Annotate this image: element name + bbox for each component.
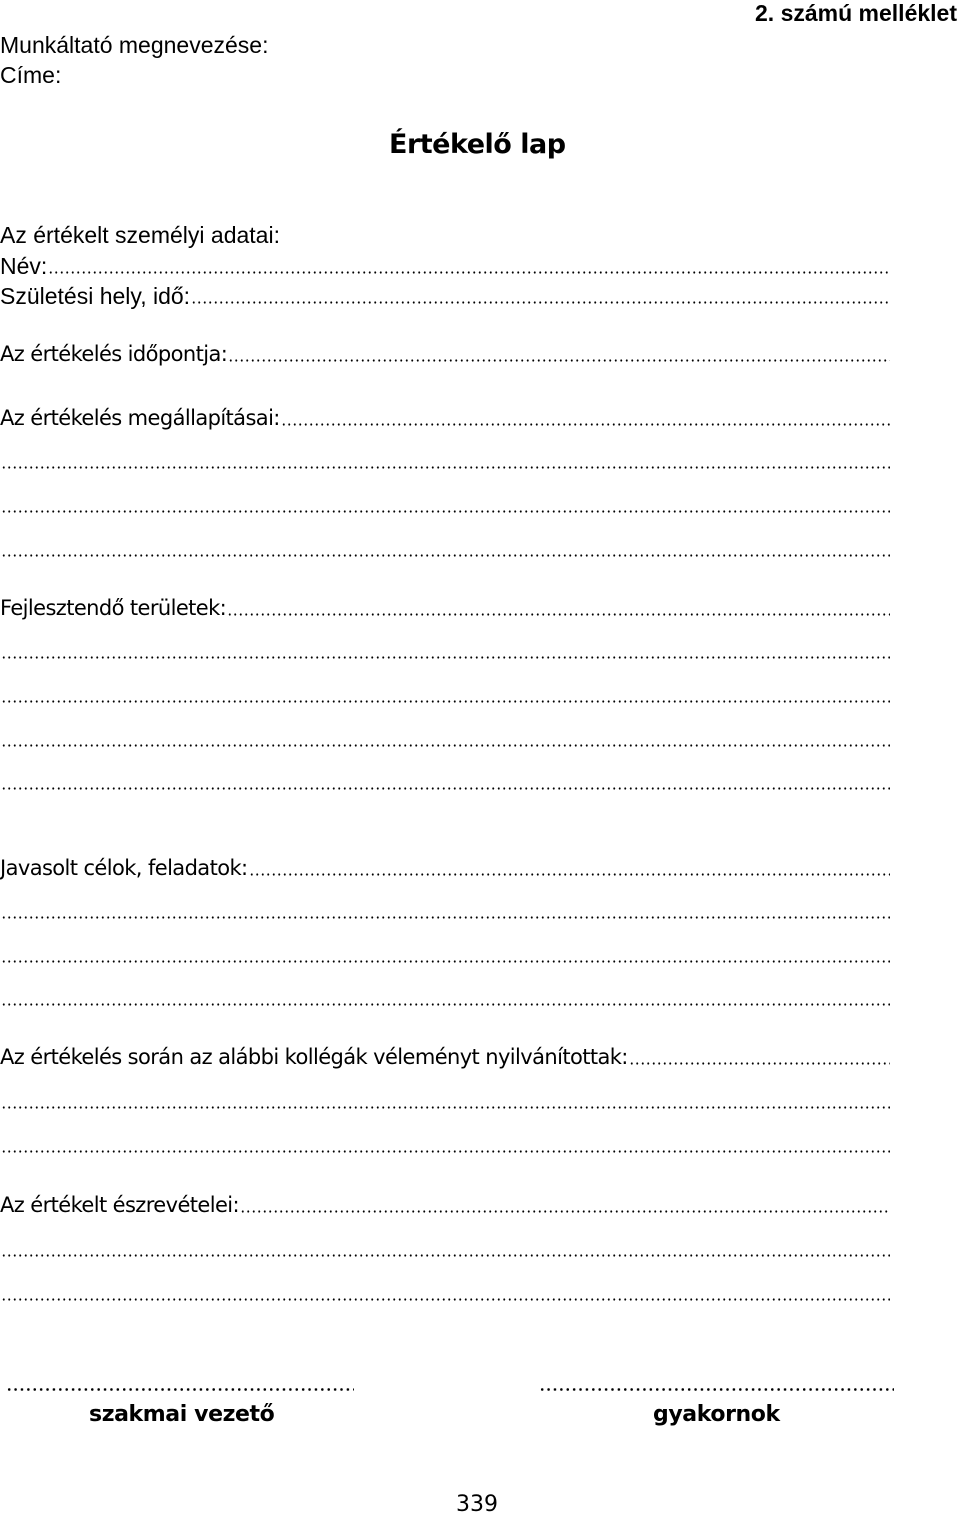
findings-label: Az értékelés megállapításai: [0,406,280,430]
date-label: Az értékelés időpontja: [0,342,228,366]
supervisor-signature-label: szakmai vezető [89,1402,275,1427]
supervisor-signature-line [6,1388,354,1391]
remarks-label: Az értékelt észrevételei: [0,1193,239,1217]
colleagues-label: Az értékelés során az alábbi kollégák véleményt nyilvánítottak: [0,1045,628,1069]
trainee-signature-line [539,1388,894,1391]
development-fill-line [227,613,890,616]
development-blank-line [0,639,890,663]
goals-blank-line [0,899,890,923]
annex-label: 2. számú melléklet [755,0,957,26]
date-fill-line [228,359,890,362]
development-field [0,596,890,620]
personal-data-heading: Az értékelt személyi adatai: [0,222,280,248]
colleagues-blank-line [0,1133,890,1157]
goals-field [0,856,890,880]
name-label: Név: [0,253,48,279]
colleagues-field [0,1045,890,1069]
birth-fill-line [191,301,890,304]
goals-label: Javasolt célok, feladatok: [0,856,248,880]
development-blank-line [0,770,890,794]
findings-field [0,406,890,430]
remarks-fill-line [240,1210,890,1213]
goals-blank-line [0,943,890,967]
birth-field [0,284,890,308]
trainee-signature-label: gyakornok [653,1402,780,1427]
colleagues-fill-line [629,1062,890,1065]
remarks-blank-line [0,1281,890,1305]
development-blank-line [0,683,890,707]
remarks-blank-line [0,1237,890,1261]
findings-fill-line [281,423,890,426]
findings-blank-line [0,493,890,517]
goals-fill-line [249,873,891,876]
goals-blank-line [0,986,890,1010]
birth-label: Születési hely, idő: [0,283,191,309]
development-label: Fejlesztendő területek: [0,596,227,620]
address-label: Címe: [0,62,62,88]
colleagues-blank-line [0,1089,890,1113]
name-field [0,254,890,278]
development-blank-line [0,727,890,751]
name-fill-line [48,271,890,274]
findings-blank-line [0,449,890,473]
remarks-field [0,1193,890,1217]
page-title: Értékelő lap [389,129,566,160]
findings-blank-line [0,537,890,561]
date-field [0,342,890,366]
employer-label: Munkáltató megnevezése: [0,32,269,58]
page-number: 339 [456,1492,498,1517]
